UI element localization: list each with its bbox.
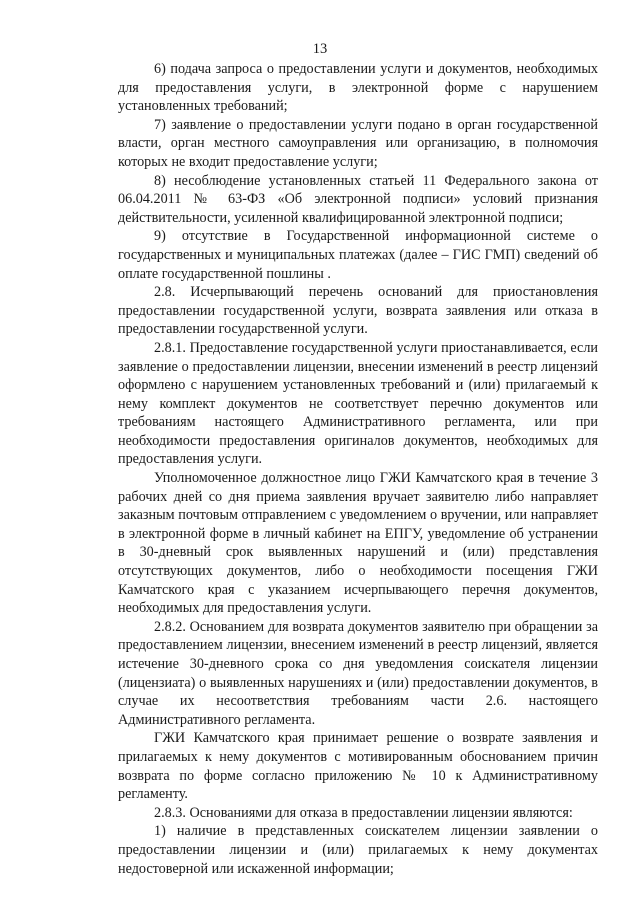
paragraph-item-6: 6) подача запроса о предоставлении услуги и документов, необходимых для предоставления услуги, в электронной форме с нарушением установленных требований; <box>118 61 598 115</box>
paragraph-item-9: 9) отсутствие в Государственной информационной системе о государственных и муниципальных платежах (далее – ГИС ГМП) сведений об оплате государственной пошлины . <box>118 228 598 282</box>
page-number: 13 <box>312 41 328 57</box>
paragraph-notification: Уполномоченное должностное лицо ГЖИ Камчатского края в течение 3 рабочих дней со дня приема заявления вручает заявителю либо направляет заказным почтовым отправлением с уведомлением о вручении, или направляет в электронной форме в личный кабинет на ЕПГУ, уведомление об устранении в 30-дневный срок выявленных нарушений и (или) представления отсутствующих документов, либо о необходимости посещения ГЖИ Камчатского края с указанием исчерпывающего перечня документов, необходимых для предоставления услуги. <box>118 470 598 617</box>
section-2-8-1: 2.8.1. Предоставление государственной услуги приостанавливается, если заявление о предоставлении лицензии, внесении изменений в реестр лицензий оформлено с нарушением установленных требований и (или) прилагаемый к нему комплект документов не соответствует перечню документов или требованиям настоящего Административного регламента, или при необходимости предоставления оригиналов документов, необходимых для предоставления услуги. <box>118 339 598 468</box>
paragraph-item-8: 8) несоблюдение установленных статьей 11 Федерального закона от 06.04.2011 № 63-ФЗ «Об электронной подписи» условий признания действительности, усиленной квалифицированной электронной подписи; <box>118 172 598 226</box>
section-2-8-3: 2.8.3. Основаниями для отказа в предоставлении лицензии являются: <box>154 804 573 821</box>
section-2-8-2: 2.8.2. Основанием для возврата документов заявителю при обращении за предоставлением лицензии, внесением изменений в реестр лицензий, является истечение 30-дневного срока со дня уведомления соискателя лицензии (лицензиата) о выявленных нарушениях и (или) предоставлении документов, в случае их несоответствия требованиям части 2.6. настоящего Административного регламента. <box>118 618 598 728</box>
section-2-8: 2.8. Исчерпывающий перечень оснований для приостановления предоставлении государственной услуги, возврата заявления или отказа в предоставлении государственной услуги. <box>118 284 598 338</box>
paragraph-refusal-item-1: 1) наличие в представленных соискателем лицензии заявлении о предоставлении лицензии и (или) прилагаемых к нему документах недостоверной или искаженной информации; <box>118 823 598 877</box>
paragraph-item-7: 7) заявление о предоставлении услуги подано в орган государственной власти, орган местного самоуправления или организацию, в полномочия которых не входит предоставление услуги; <box>118 116 598 170</box>
paragraph-return-decision: ГЖИ Камчатского края принимает решение о возврате заявления и прилагаемых к нему документов с мотивированным обоснованием причин возврата по форме согласно приложению № 10 к Административному регламенту. <box>118 730 598 803</box>
document-body <box>118 60 598 878</box>
